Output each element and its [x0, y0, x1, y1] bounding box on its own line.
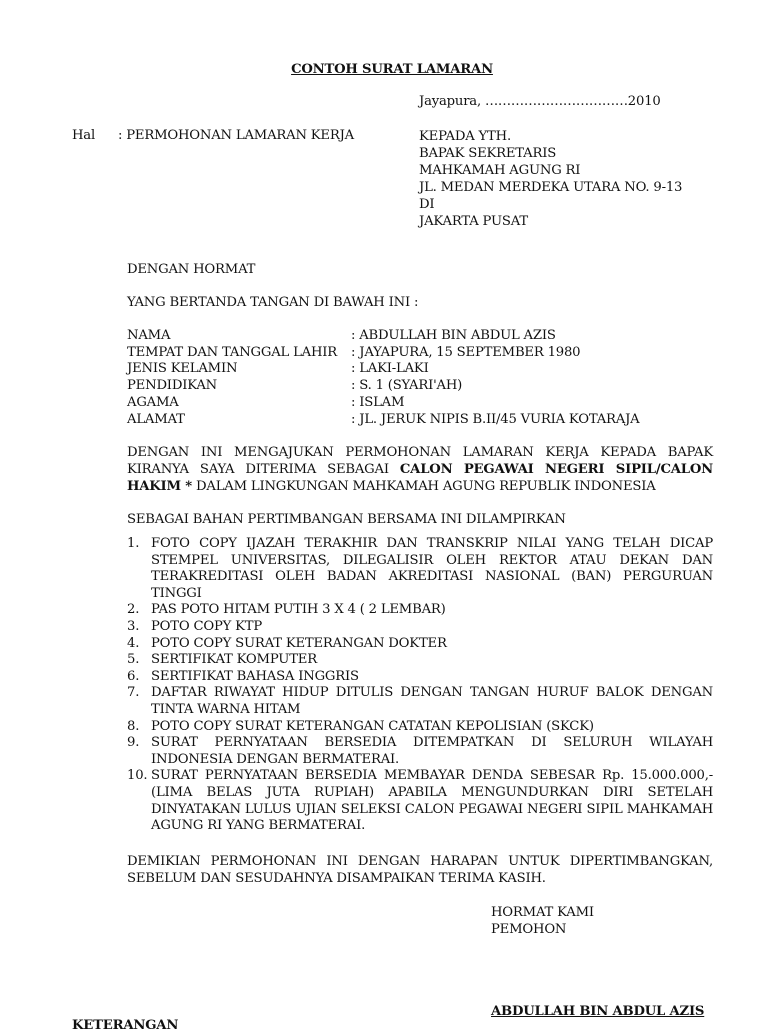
list-number: 4. [127, 635, 140, 651]
list-text: POTO COPY KTP [151, 618, 263, 634]
attachments-list [127, 536, 713, 835]
field-label: NAMA [127, 328, 171, 343]
place-date: Jayapura, ……………………………2010 [419, 94, 661, 109]
list-item [127, 602, 713, 619]
list-number: 1. [127, 536, 140, 551]
list-number: 3. [127, 618, 140, 634]
closing-paragraph: DEMIKIAN PERMOHONAN INI DENGAN HARAPAN UNTUK DIPERTIMBANGKAN, SEBELUM DAN SESUDAHNYA DISAMPAIKAN TERIMA KASIH. [127, 854, 713, 886]
field-label: ALAMAT [127, 412, 185, 427]
field-label: PENDIDIKAN [127, 378, 217, 393]
list-text: POTO COPY SURAT KETERANGAN CATATAN KEPOLISIAN (SKCK) [151, 718, 594, 734]
subject-label: Hal [72, 128, 95, 143]
list-number: 5. [127, 652, 140, 668]
greeting: DENGAN HORMAT [127, 262, 256, 277]
list-text: FOTO COPY IJAZAH TERAKHIR DAN TRANSKRIP NILAI YANG TELAH DICAP STEMPEL UNIVERSITAS, DILEGALISIR OLEH REKTOR ATAU DEKAN DAN TERAKREDITASI OLEH BADAN AKREDITASI NASIONAL (BAN) PERGURUAN TINGGI [151, 536, 713, 601]
recipient-line: JL. MEDAN MERDEKA UTARA NO. 9-13 [419, 180, 683, 195]
recipient-line: DI [419, 197, 435, 212]
list-number: 10. [127, 768, 148, 784]
field-value: : JAYAPURA, 15 SEPTEMBER 1980 [351, 345, 581, 360]
list-item [127, 768, 713, 834]
list-text: POTO COPY SURAT KETERANGAN DOKTER [151, 635, 447, 651]
list-number: 8. [127, 718, 140, 734]
attachments-intro: SEBAGAI BAHAN PERTIMBANGAN BERSAMA INI DILAMPIRKAN [127, 512, 566, 527]
field-label: AGAMA [127, 395, 179, 410]
field-value: : ABDULLAH BIN ABDUL AZIS [351, 328, 556, 343]
list-text: PAS POTO HITAM PUTIH 3 X 4 ( 2 LEMBAR) [151, 602, 446, 618]
list-item [127, 652, 713, 669]
list-text: SURAT PERNYATAAN BERSEDIA DITEMPATKAN DI SELURUH WILAYAH INDONESIA DENGAN BERMATERAI. [151, 735, 713, 767]
document-title: CONTOH SURAT LAMARAN [291, 62, 493, 77]
list-item [127, 536, 713, 602]
field-value: : S. 1 (SYARI'AH) [351, 378, 463, 393]
list-number: 9. [127, 735, 140, 751]
field-value: : JL. JERUK NIPIS B.II/45 VURIA KOTARAJA [351, 412, 640, 427]
list-item [127, 619, 713, 636]
list-item [127, 735, 713, 768]
list-text: SURAT PERNYATAAN BERSEDIA MEMBAYAR DENDA SEBESAR Rp. 15.000.000,- (LIMA BELAS JUTA RUPIAH) APABILA MENGUNDURKAN DIRI SETELAH DINYATAKAN LULUS UJIAN SELEKSI CALON PEGAWAI NEGERI SIPIL MAHKAMAH AGUNG RI YANG BERMATERAI. [151, 768, 713, 834]
list-item [127, 636, 713, 653]
intro-line: YANG BERTANDA TANGAN DI BAWAH INI : [127, 295, 419, 310]
recipient-line: KEPADA YTH. [419, 129, 511, 144]
recipient-block [419, 128, 682, 230]
signer-name: ABDULLAH BIN ABDUL AZIS [491, 1004, 705, 1019]
field-label: JENIS KELAMIN [127, 361, 238, 376]
recipient-line: BAPAK SEKRETARIS [419, 146, 557, 161]
list-number: 2. [127, 602, 140, 618]
list-text: SERTIFIKAT BAHASA INGGRIS [151, 668, 359, 684]
signoff-block [491, 904, 594, 938]
position-applied: CALON PEGAWAI NEGERI SIPIL/CALON HAKIM * [127, 462, 713, 494]
recipient-line: JAKARTA PUSAT [419, 214, 528, 229]
recipient-line: MAHKAMAH AGUNG RI [419, 163, 581, 178]
list-text: SERTIFIKAT KOMPUTER [151, 652, 317, 668]
field-value: : LAKI-LAKI [351, 361, 429, 376]
list-text: DAFTAR RIWAYAT HIDUP DITULIS DENGAN TANGAN HURUF BALOK DENGAN TINTA WARNA HITAM [151, 685, 713, 717]
field-value: : ISLAM [351, 395, 405, 410]
list-item [127, 669, 713, 686]
list-item [127, 719, 713, 736]
list-item [127, 685, 713, 718]
footer-label: KETERANGAN [72, 1018, 179, 1033]
field-label: TEMPAT DAN TANGGAL LAHIR [127, 345, 338, 360]
signoff-line: HORMAT KAMI [491, 905, 594, 920]
request-paragraph [127, 444, 713, 495]
request-text: DALAM LINGKUNGAN MAHKAMAH AGUNG REPUBLIK INDONESIA [192, 479, 656, 494]
subject-value: : PERMOHONAN LAMARAN KERJA [118, 128, 354, 143]
signoff-line: PEMOHON [491, 922, 567, 937]
list-number: 6. [127, 668, 140, 684]
list-number: 7. [127, 685, 140, 701]
request-text: DENGAN INI MENGAJUKAN PERMOHONAN LAMARAN KERJA KEPADA BAPAK KIRANYA SAYA DITERIMA SEBAGAI [127, 445, 713, 477]
